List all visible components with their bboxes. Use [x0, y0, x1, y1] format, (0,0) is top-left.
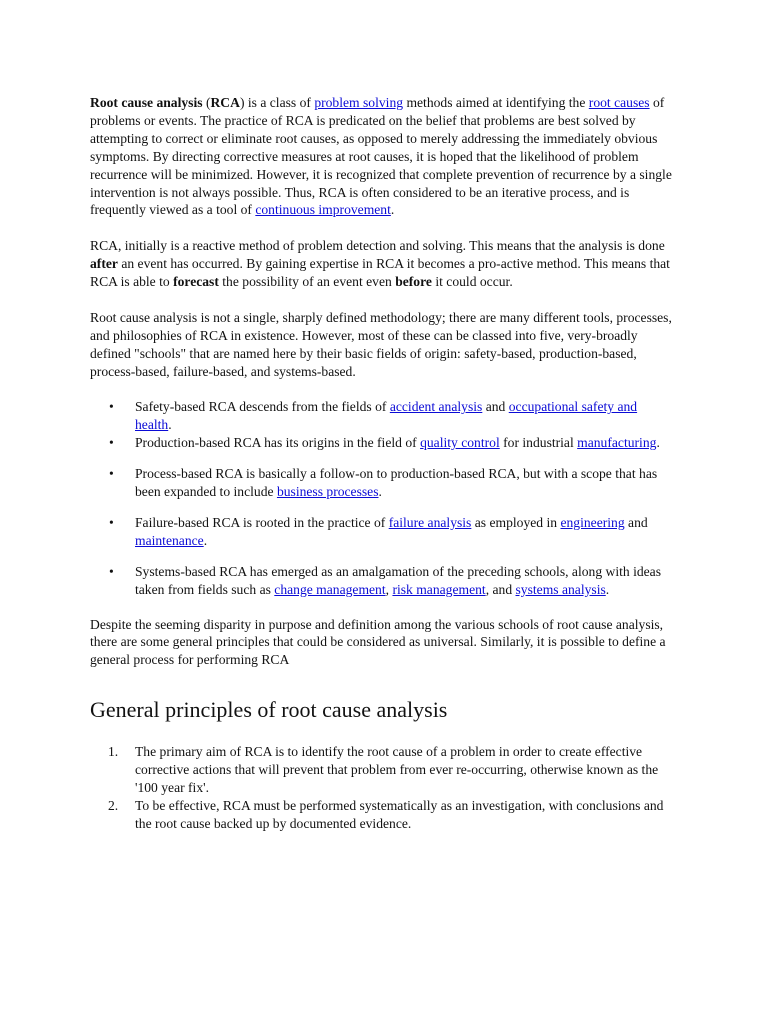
link-business-processes[interactable]: business processes: [276, 483, 379, 499]
reactive-paragraph: RCA, initially is a reactive method of problem detection and solving. This means that the analysis is done after an event has occurred. By gaining expertise in RCA it becomes a pro-active method. This means that RCA is able to forecast the possibility of an event even before it could occur.: [90, 238, 670, 290]
term-rca: RCA: [210, 95, 240, 110]
document-page: [90, 94, 676, 833]
principles-list: [90, 743, 676, 833]
list-item-process: • Process-based RCA is basically a follow-on to production-based RCA, but with a scope that has been expanded to include business processes.: [135, 465, 676, 501]
principle-number: 1.: [108, 744, 119, 760]
schools-paragraph: Root cause analysis is not a single, sharply defined methodology; there are many different tools, processes, and philosophies of RCA in existence. However, most of these can be classed into five, very-broadly defined "schools" that are named here by their basic fields of origin: safety-based, production-based, process-based, failure-based, and systems-based.: [90, 309, 672, 379]
link-systems-analysis[interactable]: systems analysis: [515, 581, 606, 597]
principle-number: 2.: [108, 797, 119, 813]
link-manufacturing[interactable]: manufacturing: [577, 435, 657, 451]
intro-paragraph: Root cause analysis (RCA) is a class of problem solving methods aimed at identifying the root causes of problems or events. The practice of RCA is predicated on the belief that problems are best solved by attempting to correct or eliminate root causes, as opposed to merely addressing the immediately obvious symptoms. By directing corrective measures at root causes, it is hoped that the likelihood of problem recurrence will be minimized. However, it is recognized that complete prevention of recurrence by a single intervention is not always possible. Thus, RCA is often considered to be an iterative process, and is frequently viewed as a tool of continuous improvement.: [90, 95, 672, 218]
principle-item: [108, 797, 676, 833]
link-root-causes[interactable]: root causes: [588, 95, 650, 110]
link-failure-analysis[interactable]: failure analysis: [388, 514, 472, 530]
link-accident-analysis[interactable]: accident analysis: [389, 399, 483, 415]
list-item-failure: • Failure-based RCA is rooted in the practice of failure analysis as employed in engineering and maintenance.: [135, 514, 676, 550]
list-item-safety: • Safety-based RCA descends from the fields of accident analysis and occupational safety and health.: [135, 398, 676, 434]
principles-intro-paragraph: Despite the seeming disparity in purpose and definition among the various schools of root cause analysis, there are some general principles that could be considered as universal. Similarly, it is possible to define a general process for performing RCA: [90, 616, 666, 668]
bold-forecast: forecast: [173, 274, 219, 290]
link-problem-solving[interactable]: problem solving: [314, 95, 404, 110]
link-continuous-improvement[interactable]: continuous improvement: [255, 202, 391, 218]
principle-text: The primary aim of RCA is to identify the root cause of a problem in order to create effective corrective actions that will prevent that problem from ever re-occurring, otherwise known as the '100 year fix'.: [135, 744, 659, 796]
principle-item: [108, 743, 676, 797]
link-maintenance[interactable]: maintenance: [135, 532, 204, 548]
link-quality-control[interactable]: quality control: [420, 435, 500, 451]
list-item-systems: • Systems-based RCA has emerged as an amalgamation of the preceding schools, along with ideas taken from fields such as change management, risk management, and systems analysis.: [135, 563, 676, 599]
link-occupational-safety[interactable]: occupational safety and health: [135, 399, 638, 433]
bold-after: after: [90, 256, 118, 272]
link-engineering[interactable]: engineering: [560, 514, 625, 530]
link-change-management[interactable]: change management: [274, 581, 386, 597]
principle-text: To be effective, RCA must be performed systematically as an investigation, with conclusions and the root cause backed up by documented evidence.: [135, 797, 664, 831]
section-heading: General principles of root cause analysis: [90, 697, 448, 723]
bold-before: before: [395, 274, 432, 290]
term-root-cause-analysis: Root cause analysis: [90, 95, 203, 110]
link-risk-management[interactable]: risk management: [392, 581, 486, 597]
list-item-production: • Production-based RCA has its origins in the field of quality control for industrial manufacturing.: [135, 434, 676, 452]
schools-list: [90, 398, 676, 598]
